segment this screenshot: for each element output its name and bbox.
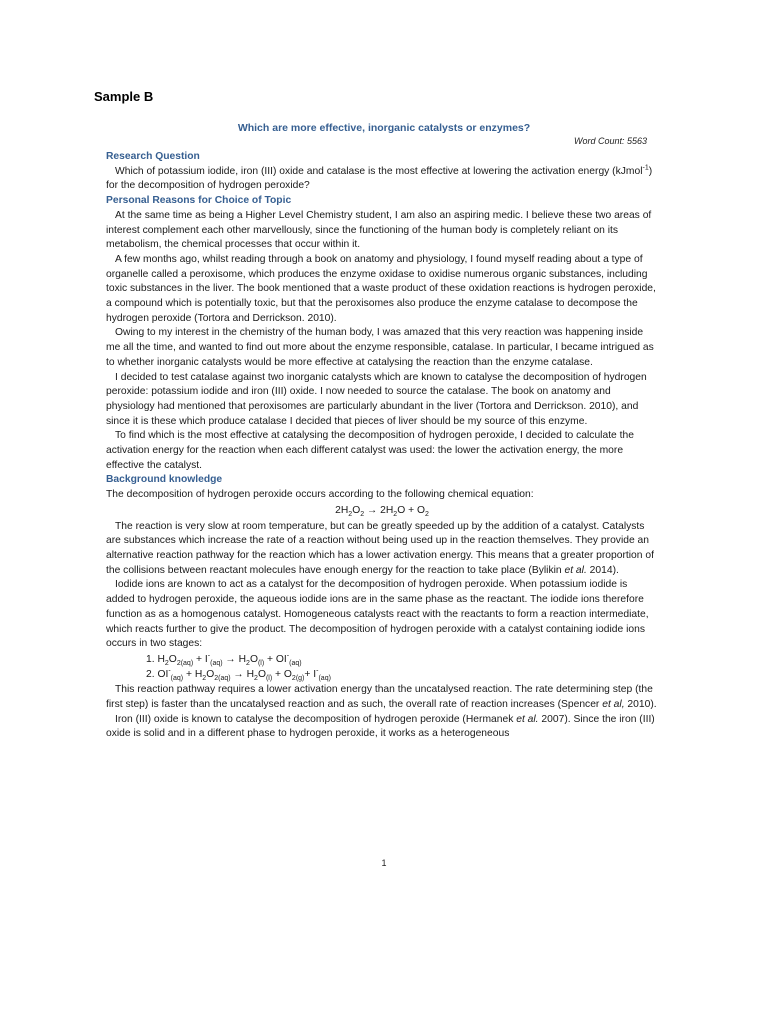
personal-paragraph-5: To find which is the most effective at catalysing the decomposition of hydrogen peroxide, I decided to calculate the activation energy for the reaction when each different catalyst was used: the lower the activation energy, the more effective the catalyst. xyxy=(106,430,634,471)
background-intro: The decomposition of hydrogen peroxide occurs according to the following chemical equation: xyxy=(106,489,534,501)
background-paragraph-4: Iron (III) oxide is known to catalyse the decomposition of hydrogen peroxide (Hermanek et al. 2007). Since the iron (III) oxide is solid and in a different phase to hydrogen peroxide, it works as a heterogeneous xyxy=(106,713,655,740)
research-question-text: Which of potassium iodide, iron (III) oxide and catalase is the most effective at lowering the activation energy (kJmol$^{-1}$) for the decomposition of hydrogen peroxide? xyxy=(106,164,653,192)
sample-label: Sample B xyxy=(94,89,154,104)
background-paragraph-1: The reaction is very slow at room temperature, but can be greatly speeded up by the addition of a catalyst. Catalysts are substances which increase the rate of a reaction without being used up in the reaction themselves. They provide an alternative reaction pathway for the reaction which has a lower activation energy. This means that a greater proportion of the collisions between reactant molecules have enough energy for the reaction to take place (Bylikin et al. 2014). xyxy=(106,520,654,576)
research-question-heading: Research Question xyxy=(106,151,200,162)
decomposition-equation: $2H_2O_2 \to 2H_2O + O_2$ xyxy=(335,504,429,518)
background-knowledge-heading: Background knowledge xyxy=(106,474,223,486)
document-body xyxy=(106,150,658,742)
personal-paragraph-4: I decided to test catalase against two inorganic catalysts which are known to catalyse the decomposition of hydrogen peroxide: potassium iodide and iron (III) oxide. I now needed to source the catalase. The book on anatomy and physiology had mentioned that peroxisomes are particularly abundant in the liver (Tortora and Derrickson. 2010), and since it is these which produce catalase I decided that pieces of liver should be my source of this enzyme. xyxy=(106,371,647,427)
personal-paragraph-1: At the same time as being a Higher Level Chemistry student, I am also an aspiring medic. I believe these two areas of interest complement each other marvellously, since the functioning of the human body is completely reliant on its metabolism, the chemical processes that occur within it. xyxy=(106,209,652,251)
reaction-steps xyxy=(146,653,658,682)
background-paragraph-2: Iodide ions are known to act as a catalyst for the decomposition of hydrogen peroxide. When potassium iodide is added to hydrogen peroxide, the aqueous iodide ions are in the same phase as the reactant. The iodide ions therefore function as as a homogenous catalyst. Homogeneous catalysts react with the reactants to form a reaction intermediate, which reacts further to give the product. The decomposition of hydrogen peroxide with a catalyst containing iodide ions occurs in two stages: xyxy=(106,579,649,650)
reaction-step-1: 1. $H_2O_{2(aq)} + I^-_{(aq)} \to H_2O_{(l)} + OI^-_{(aq)}$ xyxy=(146,652,302,667)
personal-paragraph-2: A few months ago, whilst reading through a book on anatomy and physiology, I found myself reading about a type of organelle called a peroxisome, which produces the enzyme oxidase to oxidise numerous organic substances, including toxic substances in the liver. The book mentioned that a waste product of these oxidation reactions is hydrogen peroxide, a compound which is potentially toxic, but that the peroxisomes also produce the enzyme catalase to decompose the hydrogen peroxide (Tortora and Derrickson. 2010). xyxy=(106,253,656,324)
reaction-step-2: 2. $OI^-_{(aq)} + H_2O_{2(aq)} \to H_2O_{(l)} + O_{2(g)}+ I^-_{(aq)}$ xyxy=(146,667,331,682)
document-title: Which are more effective, inorganic catalysts or enzymes? xyxy=(237,122,531,134)
personal-reasons-heading: Personal Reasons for Choice of Topic xyxy=(106,195,292,207)
page-number: 1 xyxy=(381,858,387,868)
personal-paragraph-3: Owing to my interest in the chemistry of the human body, I was amazed that this very reaction was happening inside me all the time, and wanted to find out more about the enzyme responsible, catalase. In particular, I became intrigued as to whether inorganic catalysts would be more effective at catalysing the reaction than the enzyme catalase. xyxy=(106,327,654,368)
background-paragraph-3: This reaction pathway requires a lower activation energy than the uncatalysed reaction. The rate determining step (the first step) is faster than the uncatalysed reaction and as such, the overall rate of reaction increases (Spencer et al, 2010). xyxy=(106,684,657,711)
word-count: Word Count: 5563 xyxy=(573,136,647,146)
